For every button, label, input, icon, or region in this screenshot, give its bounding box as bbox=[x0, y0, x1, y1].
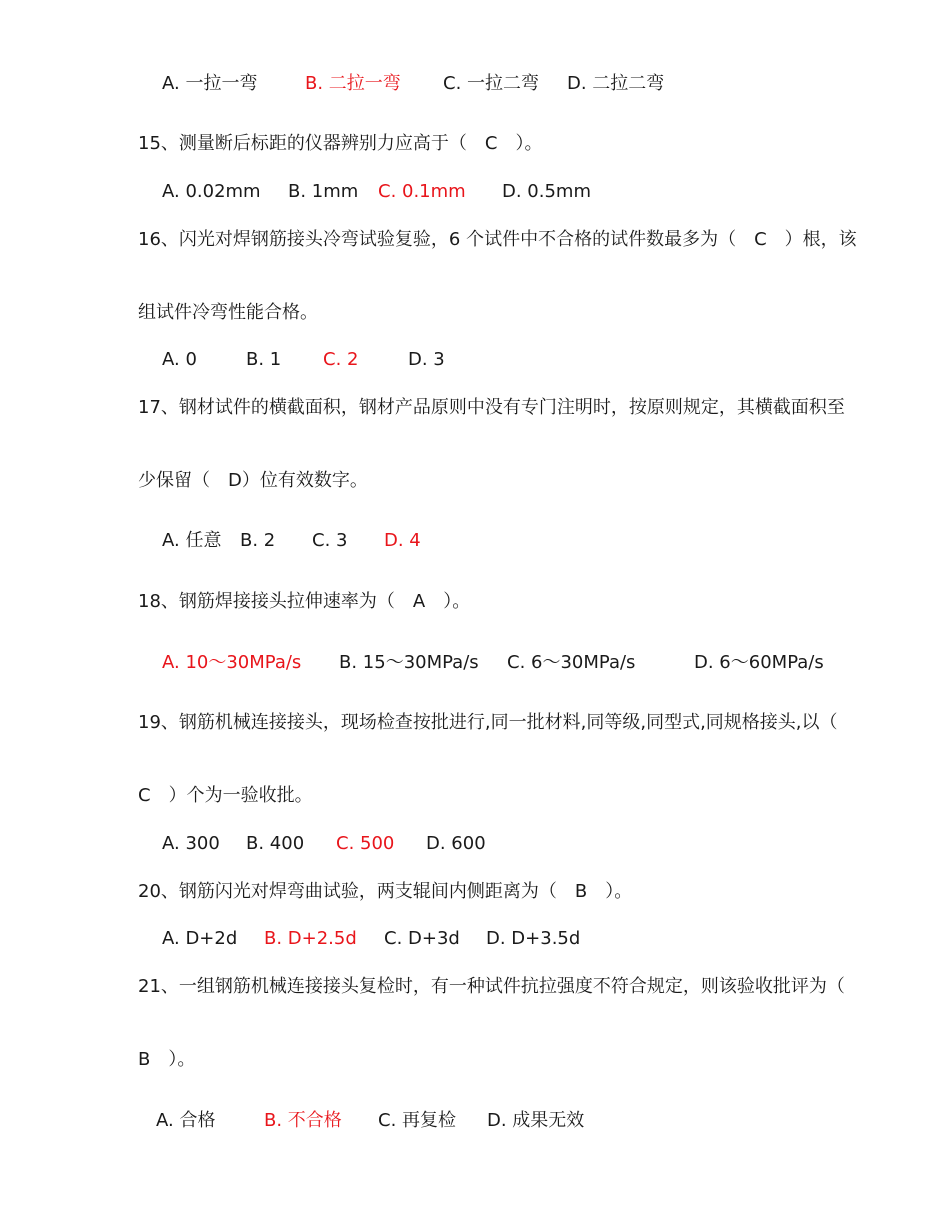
q21-stem-line2: B ）。 bbox=[138, 1049, 196, 1070]
q17-stem-line1: 17、钢材试件的横截面积，钢材产品原则中没有专门注明时，按原则规定，其横截面积至 bbox=[138, 397, 845, 418]
q19-option-c: C. 500 bbox=[336, 833, 395, 854]
q20-option-a: A. D+2d bbox=[162, 928, 238, 949]
q16-option-c: C. 2 bbox=[323, 349, 359, 370]
q15-option-d: D. 0.5mm bbox=[502, 181, 591, 202]
q14-option-b: B. 二拉一弯 bbox=[305, 73, 401, 94]
q16-stem-line2: 组试件冷弯性能合格。 bbox=[138, 302, 318, 323]
q21-option-a: A. 合格 bbox=[156, 1110, 216, 1131]
q16-option-d: D. 3 bbox=[408, 349, 445, 370]
q17-option-b: B. 2 bbox=[240, 530, 276, 551]
q15-option-c: C. 0.1mm bbox=[378, 181, 466, 202]
q19-stem-line2: C ）个为一验收批。 bbox=[138, 785, 313, 806]
q17-stem-line2: 少保留（ D）位有效数字。 bbox=[138, 470, 368, 491]
q21-option-b: B. 不合格 bbox=[264, 1110, 342, 1131]
q14-option-a: A. 一拉一弯 bbox=[162, 73, 258, 94]
q16-option-a: A. 0 bbox=[162, 349, 197, 370]
q20-stem: 20、钢筋闪光对焊弯曲试验，两支辊间内侧距离为（ B ）。 bbox=[138, 881, 633, 902]
q21-stem-line1: 21、一组钢筋机械连接接头复检时，有一种试件抗拉强度不符合规定，则该验收批评为（ bbox=[138, 976, 845, 997]
q18-option-c: C. 6～30MPa/s bbox=[507, 652, 636, 673]
q19-stem-line1: 19、钢筋机械连接接头，现场检查按批进行,同一批材料,同等级,同型式,同规格接头,以（ bbox=[138, 712, 838, 733]
q18-option-a: A. 10～30MPa/s bbox=[162, 652, 302, 673]
q14-option-d: D. 二拉二弯 bbox=[567, 73, 665, 94]
q20-option-c: C. D+3d bbox=[384, 928, 460, 949]
q18-option-b: B. 15～30MPa/s bbox=[339, 652, 479, 673]
q15-option-a: A. 0.02mm bbox=[162, 181, 261, 202]
q21-option-c: C. 再复检 bbox=[378, 1110, 457, 1131]
q21-option-d: D. 成果无效 bbox=[487, 1110, 585, 1131]
q14-option-c: C. 一拉二弯 bbox=[443, 73, 540, 94]
q20-option-b: B. D+2.5d bbox=[264, 928, 357, 949]
q19-option-b: B. 400 bbox=[246, 833, 305, 854]
q17-option-d: D. 4 bbox=[384, 530, 421, 551]
q20-option-d: D. D+3.5d bbox=[486, 928, 581, 949]
q18-stem: 18、钢筋焊接接头拉伸速率为（ A ）。 bbox=[138, 591, 471, 612]
q17-option-a: A. 任意 bbox=[162, 530, 222, 551]
q18-option-d: D. 6～60MPa/s bbox=[694, 652, 824, 673]
q15-option-b: B. 1mm bbox=[288, 181, 359, 202]
q16-stem-line1: 16、闪光对焊钢筋接头冷弯试验复验，6 个试件中不合格的试件数最多为（ C ）根，该 bbox=[138, 229, 857, 250]
q19-option-d: D. 600 bbox=[426, 833, 486, 854]
q17-option-c: C. 3 bbox=[312, 530, 348, 551]
q16-option-b: B. 1 bbox=[246, 349, 282, 370]
q15-stem: 15、测量断后标距的仪器辨别力应高于（ C ）。 bbox=[138, 133, 543, 154]
q19-option-a: A. 300 bbox=[162, 833, 220, 854]
